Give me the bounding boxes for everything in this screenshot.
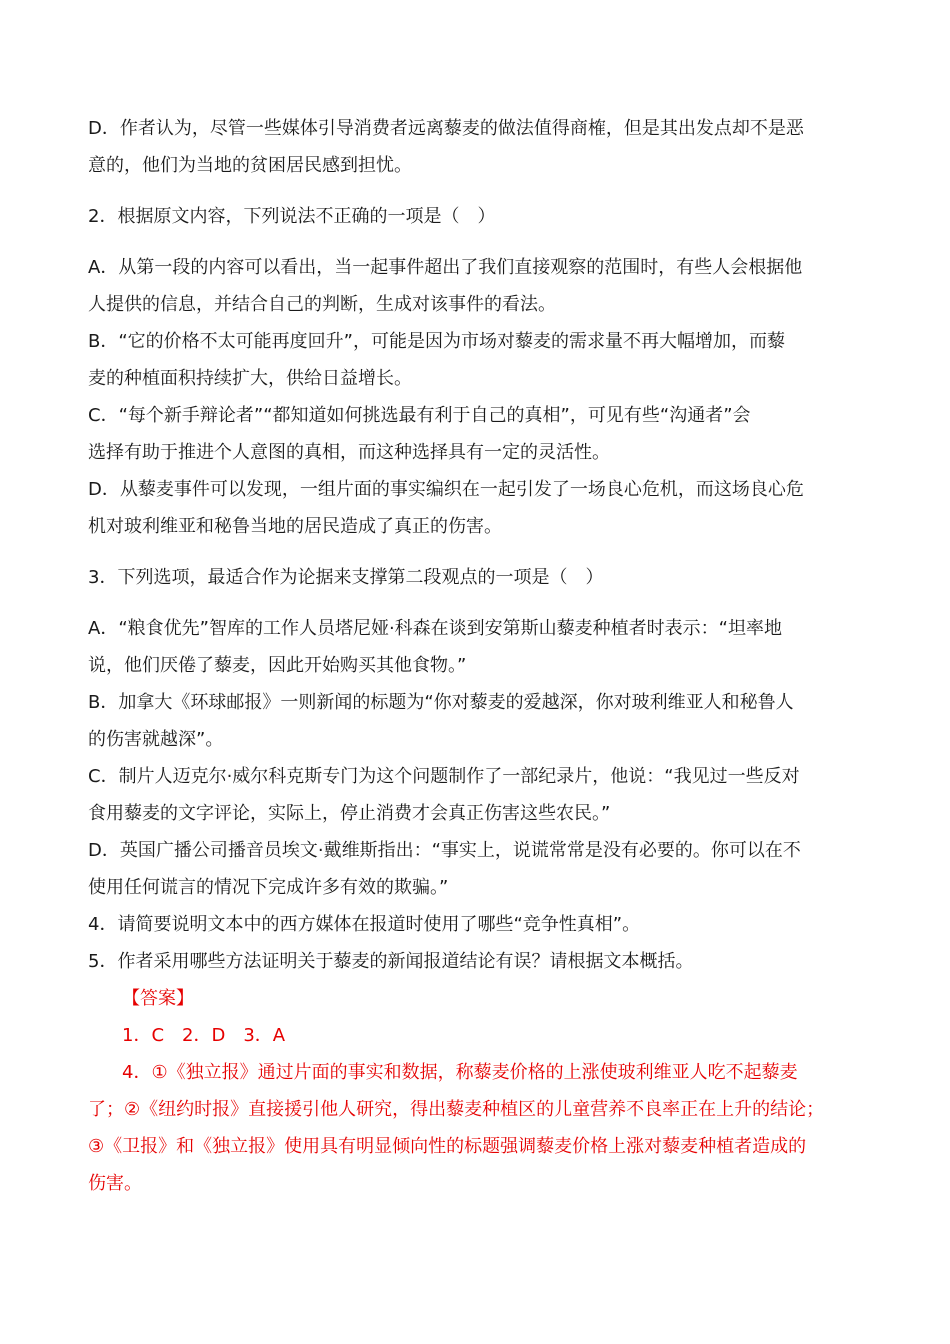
answer-q4-line: 伤害。 [88,1173,142,1194]
option-a-line: A．“粮食优先”智库的工作人员塔尼娅·科森在谈到安第斯山藜麦种植者时表示：“坦率地 [88,618,783,639]
option-d-line: D．从藜麦事件可以发现，一组片面的事实编织在一起引发了一场良心危机，而这场良心危 [88,479,804,500]
option-a-line: A．从第一段的内容可以看出，当一起事件超出了我们直接观察的范围时，有些人会根据他 [88,257,803,278]
answer-q4-line: 了；②《纽约时报》直接援引他人研究，得出藜麦种植区的儿童营养不良率正在上升的结论； [88,1099,825,1120]
answer-section [88,980,858,1202]
question-stem: 2．根据原文内容，下列说法不正确的一项是（ ） [88,206,496,227]
option-b-line: B．“它的价格不太可能再度回升”，可能是因为市场对藜麦的需求量不再大幅增加，而藜 [88,331,785,352]
question-stem: 3．下列选项，最适合作为论据来支撑第二段观点的一项是（ ） [88,567,604,588]
option-b-line: B．加拿大《环球邮报》一则新闻的标题为“你对藜麦的爱越深，你对玻利维亚人和秘鲁人 [88,692,794,713]
option-d-line: D．英国广播公司播音员埃文·戴维斯指出：“事实上，说谎常常是没有必要的。你可以在不 [88,840,801,861]
option-c-line: C．制片人迈克尔·威尔科克斯专门为这个问题制作了一部纪录片，他说：“我见过一些反对 [88,766,800,787]
answer-choices: 1．C 2．D 3．A [122,1025,286,1046]
option-a-line: 人提供的信息，并结合自己的判断，生成对该事件的看法。 [88,294,556,315]
option-a-line: 说，他们厌倦了藜麦，因此开始购买其他食物。” [88,655,467,676]
question-3 [88,559,858,906]
option-c-line: C．“每个新手辩论者”“都知道如何挑选最有利于自己的真相”，可见有些“沟通者”会 [88,405,751,426]
option-c-line: 选择有助于推进个人意图的真相，而这种选择具有一定的灵活性。 [88,442,610,463]
answer-q4-line: 4．①《独立报》通过片面的事实和数据，称藜麦价格的上涨使玻利维亚人吃不起藜麦 [122,1062,798,1083]
answer-q4-line: ③《卫报》和《独立报》使用具有明显倾向性的标题强调藜麦价格上涨对藜麦种植者造成的 [88,1136,807,1157]
question-4-stem: 4．请简要说明文本中的西方媒体在报道时使用了哪些“竞争性真相”。 [88,914,641,935]
answer-label: 【答案】 [122,988,194,1009]
option-d-line: 机对玻利维亚和秘鲁当地的居民造成了真正的伤害。 [88,516,502,537]
option-b-line: 麦的种植面积持续扩大，供给日益增长。 [88,368,412,389]
option-b-line: 的伤害就越深”。 [88,729,224,750]
question-5-stem: 5．作者采用哪些方法证明关于藜麦的新闻报道结论有误？请根据文本概括。 [88,951,694,972]
option-d-line: 意的，他们为当地的贫困居民感到担忧。 [88,155,412,176]
option-d-line: 使用任何谎言的情况下完成许多有效的欺骗。” [88,877,449,898]
document-page [88,110,858,1202]
q1-option-d [88,110,858,184]
option-c-line: 食用藜麦的文字评论，实际上，停止消费才会真正伤害这些农民。” [88,803,611,824]
option-d-line: D．作者认为，尽管一些媒体引导消费者远离藜麦的做法值得商榷，但是其出发点却不是恶 [88,118,804,139]
question-2 [88,198,858,545]
